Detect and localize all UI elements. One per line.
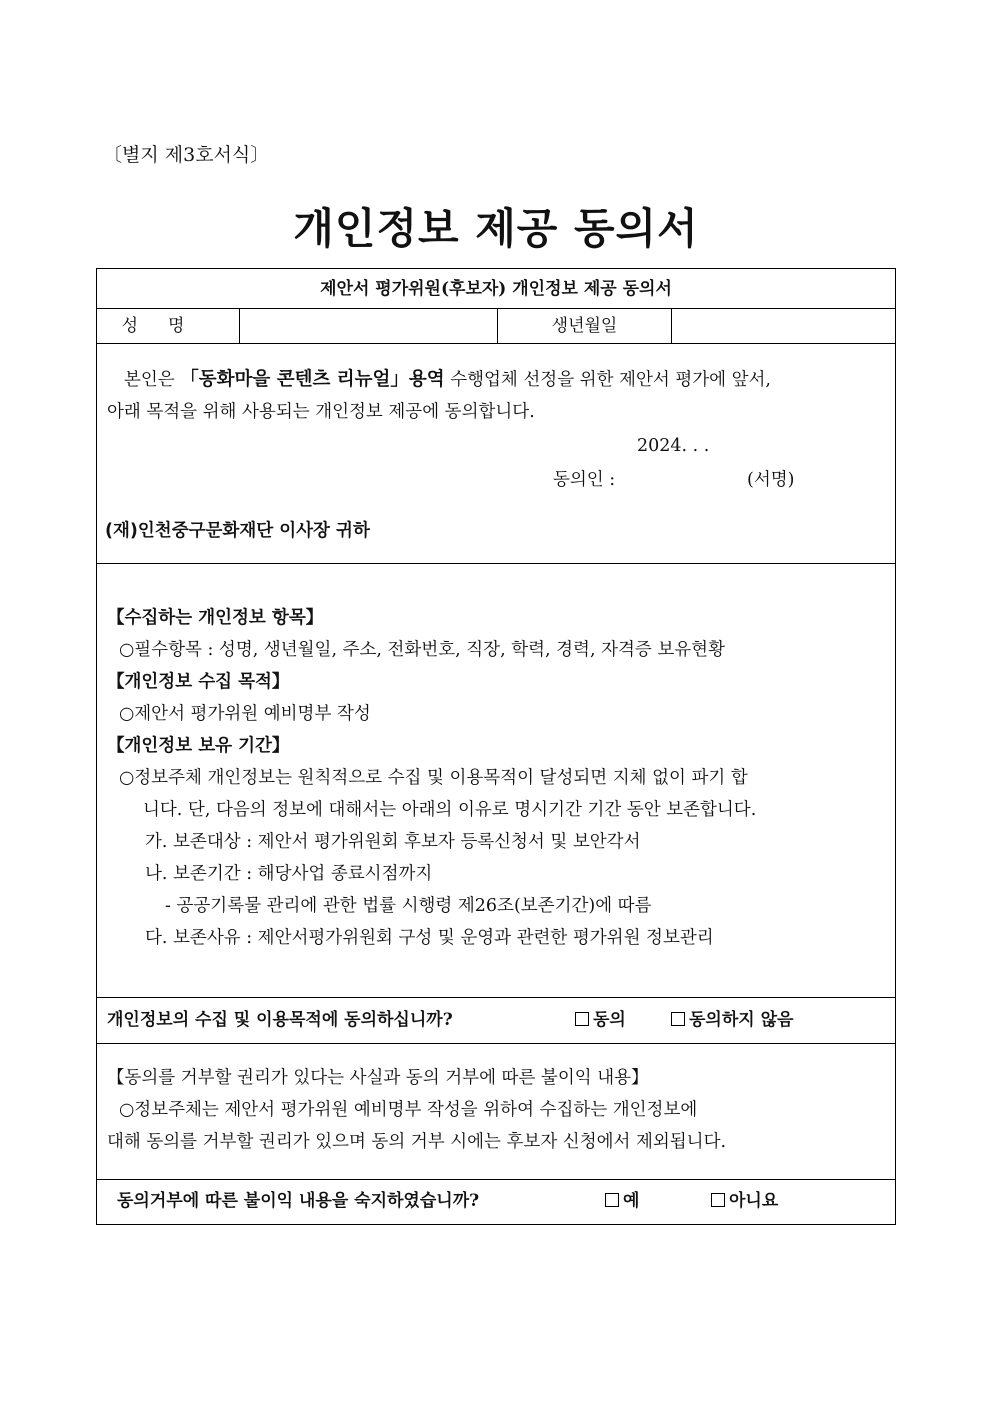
project-name: 「동화마을 콘텐츠 리뉴얼」용역	[180, 369, 445, 390]
form-header: 제안서 평가위원(후보자) 개인정보 제공 동의서	[97, 269, 895, 309]
consent-rest: 수행업체 선정을 위한 제안서 평가에 앞서,	[450, 370, 771, 390]
info-section	[97, 564, 895, 998]
checkbox-icon[interactable]	[605, 1193, 619, 1207]
consent-statement	[97, 344, 895, 564]
consent-no-option[interactable]	[671, 998, 793, 1043]
refusal-line-2: 대해 동의를 거부할 권리가 있으며 동의 거부 시에는 후보자 신청에서 제외됩니다.	[107, 1132, 727, 1152]
purpose-heading: 【개인정보 수집 목적】	[107, 672, 290, 692]
name-label: 성명	[121, 316, 215, 336]
acknowledge-question-row	[97, 1180, 895, 1224]
acknowledge-yes-option[interactable]	[605, 1180, 639, 1223]
refusal-heading: 【동의를 거부할 권리가 있다는 사실과 동의 거부에 따른 불이익 내용】	[107, 1068, 649, 1088]
acknowledge-question: 동의거부에 따른 불이익 내용을 숙지하였습니까?	[117, 1191, 480, 1211]
name-field[interactable]	[240, 309, 498, 343]
date-field[interactable]: 2024. . .	[637, 436, 710, 456]
identity-row	[97, 309, 895, 344]
period-item-b-sub: - 공공기록물 관리에 관한 법률 시행령 제26조(보존기간)에 따름	[165, 896, 652, 916]
annex-label: 〔별지 제3호서식〕	[103, 144, 270, 166]
checkbox-icon[interactable]	[575, 1012, 589, 1026]
period-item-b: 나. 보존기간 : 해당사업 종료시점까지	[145, 864, 433, 884]
consent-line-2: 아래 목적을 위해 사용되는 개인정보 제공에 동의합니다.	[107, 402, 535, 422]
consent-question-row	[97, 998, 895, 1044]
signature-field[interactable]: (서명)	[747, 470, 795, 490]
signer-label: 동의인 :	[553, 470, 616, 490]
checkbox-icon[interactable]	[711, 1193, 725, 1207]
consent-yes-option[interactable]	[575, 998, 626, 1043]
items-heading: 【수집하는 개인정보 항목】	[107, 608, 324, 628]
refusal-line-1: ○정보주체는 제안서 평가위원 예비명부 작성을 위하여 수집하는 개인정보에	[119, 1100, 698, 1120]
checkbox-icon[interactable]	[671, 1012, 685, 1026]
consent-yes-label: 동의	[593, 1010, 626, 1030]
period-item-c: 다. 보존사유 : 제안서평가위원회 구성 및 운영과 관련한 평가위원 정보관리	[145, 928, 714, 948]
period-line-1: ○정보주체 개인정보는 원칙적으로 수집 및 이용목적이 달성되면 지체 없이 파기 합	[119, 768, 748, 788]
consent-line-1	[124, 364, 887, 396]
consent-intro: 본인은	[124, 370, 175, 390]
name-label-cell	[97, 309, 240, 343]
consent-question: 개인정보의 수집 및 이용목적에 동의하십니까?	[107, 1010, 453, 1030]
page-title: 개인정보 제공 동의서	[293, 204, 699, 253]
birth-field[interactable]	[672, 309, 895, 343]
acknowledge-no-option[interactable]	[711, 1180, 778, 1223]
purpose-text: ○제안서 평가위원 예비명부 작성	[119, 704, 371, 724]
period-heading: 【개인정보 보유 기간】	[107, 736, 290, 756]
birth-label: 생년월일	[498, 309, 672, 343]
period-line-2: 니다. 단, 다음의 정보에 대해서는 아래의 이유로 명시기간 기간 동안 보존합니다.	[143, 800, 757, 820]
consent-form	[96, 268, 896, 1225]
acknowledge-no-label: 아니요	[729, 1191, 779, 1211]
period-item-a: 가. 보존대상 : 제안서 평가위원회 후보자 등록신청서 및 보안각서	[145, 832, 641, 852]
refusal-section	[97, 1044, 895, 1180]
addressee: (재)인천중구문화재단 이사장 귀하	[105, 521, 370, 541]
acknowledge-yes-label: 예	[623, 1191, 640, 1211]
consent-no-label: 동의하지 않음	[689, 1010, 794, 1030]
items-text: ○필수항목 : 성명, 생년월일, 주소, 전화번호, 직장, 학력, 경력, 자격증 보유현황	[119, 640, 725, 660]
